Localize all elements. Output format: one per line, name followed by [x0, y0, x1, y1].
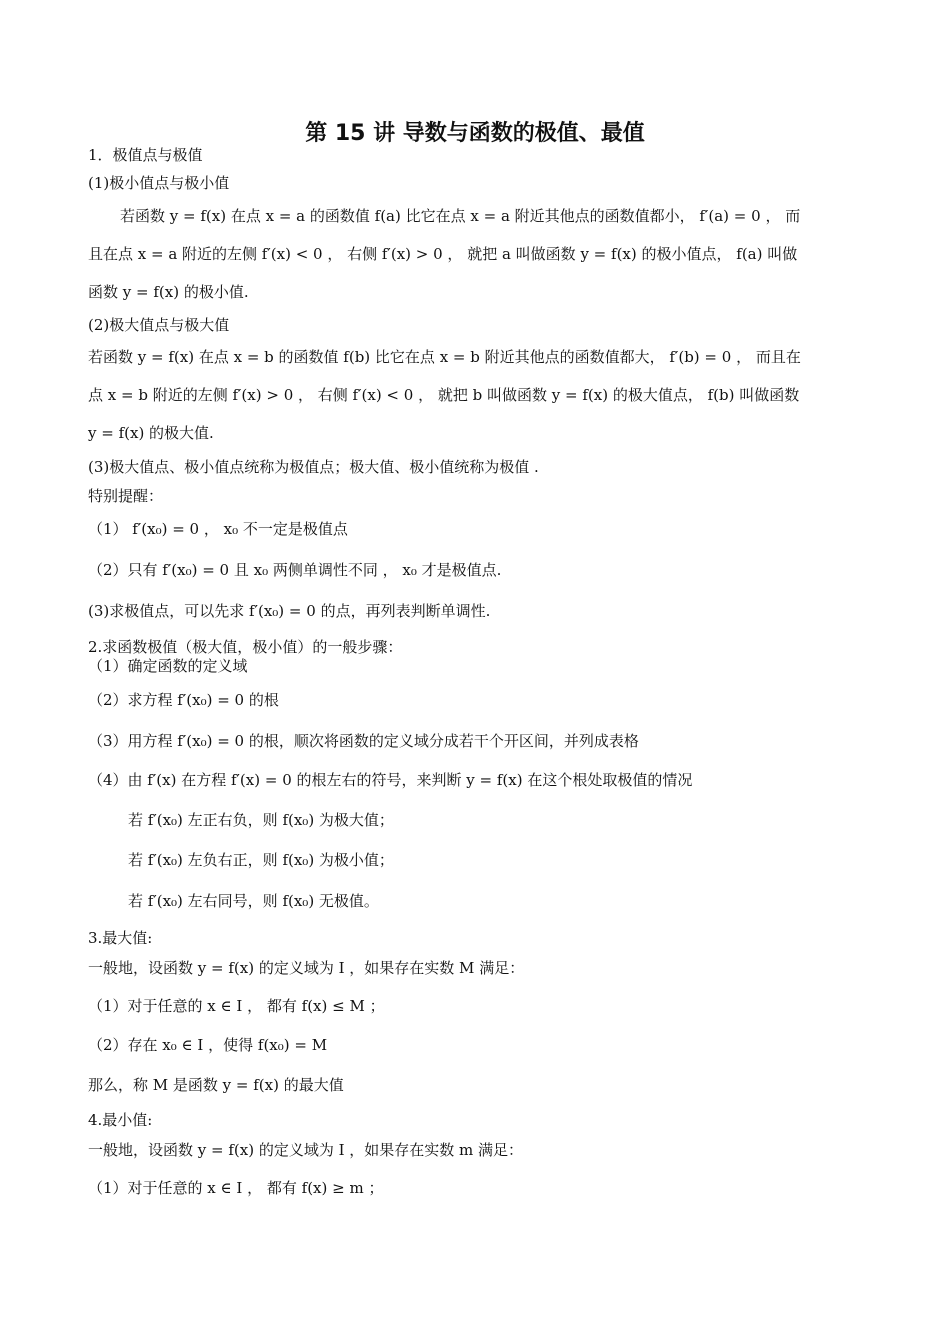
condition-item: （2）存在 x₀ ∈ I ，使得 f(x₀) = M	[88, 1036, 328, 1054]
paragraph-line: 函数 y = f(x) 的极小值.	[88, 283, 249, 301]
paragraph-line: 若函数 y = f(x) 在点 x = b 的函数值 f(b) 比它在点 x = b 附近其他点的函数值都大， f′(b) = 0 ， 而且在	[88, 348, 801, 366]
note-heading: 特别提醒：	[88, 487, 164, 505]
subsection-1-3-line: (3)极大值点、极小值点统称为极值点；极大值、极小值统称为极值 .	[88, 458, 539, 476]
paragraph-line: 一般地，设函数 y = f(x) 的定义域为 I ，如果存在实数 M 满足：	[88, 959, 525, 977]
section-1-heading: 1．极值点与极值	[88, 146, 203, 164]
paragraph-line: 点 x = b 附近的左侧 f′(x) > 0 ， 右侧 f′(x) < 0 ， 就把 b 叫做函数 y = f(x) 的极大值点， f(b) 叫做函数	[88, 386, 800, 404]
step-case: 若 f′(x₀) 左负右正，则 f(x₀) 为极小值；	[128, 851, 394, 869]
paragraph-line: 一般地，设函数 y = f(x) 的定义域为 I ，如果存在实数 m 满足：	[88, 1141, 524, 1159]
step-case: 若 f′(x₀) 左正右负，则 f(x₀) 为极大值；	[128, 811, 394, 829]
subsection-1-2-heading: (2)极大值点与极大值	[88, 316, 230, 334]
condition-item: （1）对于任意的 x ∈ I ， 都有 f(x) ≤ M ；	[88, 997, 385, 1015]
paragraph-line: y = f(x) 的极大值.	[88, 424, 214, 442]
paragraph-line: 且在点 x = a 附近的左侧 f′(x) < 0 ， 右侧 f′(x) > 0 ， 就把 a 叫做函数 y = f(x) 的极小值点， f(a) 叫做	[88, 245, 798, 263]
step-item: （1）确定函数的定义域	[88, 657, 248, 675]
note-item: （1） f′(x₀) = 0 ， x₀ 不一定是极值点	[88, 520, 348, 538]
section-4-heading: 4.最小值:	[88, 1111, 153, 1129]
step-item: （4）由 f′(x) 在方程 f′(x) = 0 的根左右的符号，来判断 y = f(x) 在这个根处取极值的情况	[88, 771, 693, 789]
note-item: (3)求极值点，可以先求 f′(x₀) = 0 的点，再列表判断单调性.	[88, 602, 491, 620]
step-item: （2）求方程 f′(x₀) = 0 的根	[88, 691, 279, 709]
step-item: （3）用方程 f′(x₀) = 0 的根，顺次将函数的定义域分成若干个开区间，并列成表格	[88, 732, 639, 750]
section-3-heading: 3.最大值:	[88, 929, 153, 947]
note-item: （2）只有 f′(x₀) = 0 且 x₀ 两侧单调性不同 ， x₀ 才是极值点.	[88, 561, 502, 579]
subsection-1-1-heading: (1)极小值点与极小值	[88, 174, 230, 192]
section-2-heading: 2.求函数极值（极大值，极小值）的一般步骤：	[88, 638, 403, 656]
step-case: 若 f′(x₀) 左右同号，则 f(x₀) 无极值。	[128, 892, 379, 910]
page-title: 第 15 讲 导数与函数的极值、最值	[305, 121, 645, 146]
condition-item: （1）对于任意的 x ∈ I ， 都有 f(x) ≥ m ；	[88, 1179, 384, 1197]
paragraph-line: 那么，称 M 是函数 y = f(x) 的最大值	[88, 1076, 344, 1094]
paragraph-line: 若函数 y = f(x) 在点 x = a 的函数值 f(a) 比它在点 x = a 附近其他点的函数值都小， f′(a) = 0 ， 而	[120, 207, 801, 225]
